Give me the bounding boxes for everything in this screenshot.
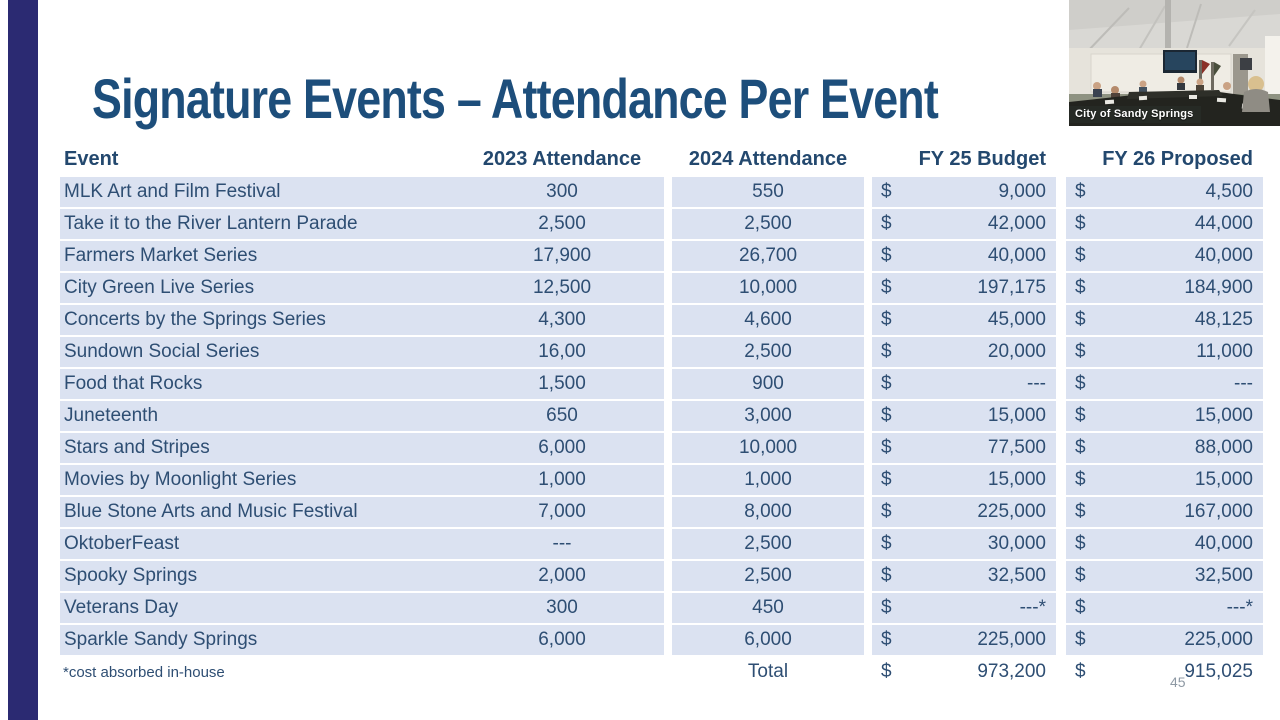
- currency-symbol: $: [881, 469, 892, 490]
- table-row: [60, 465, 1263, 495]
- currency-symbol: $: [881, 661, 892, 682]
- column-gutter: [864, 209, 872, 239]
- attendance-2024-cell: 10,000: [672, 433, 864, 463]
- table-body: [60, 177, 1263, 655]
- attendance-2023-cell: 16,00: [460, 337, 664, 367]
- currency-symbol: $: [881, 245, 892, 266]
- fy26-proposed-value: 15,000: [1194, 469, 1253, 490]
- slide-page-number: 45: [1170, 674, 1186, 690]
- table-row: [60, 241, 1263, 271]
- currency-symbol: $: [1075, 533, 1086, 554]
- column-gutter: [664, 369, 672, 399]
- total-label: Total: [747, 661, 789, 682]
- column-gutter: [1056, 305, 1066, 335]
- currency-symbol: $: [881, 373, 892, 394]
- attendance-2024-cell: 2,500: [672, 337, 864, 367]
- event-name-cell: OktoberFeast: [60, 529, 460, 559]
- currency-symbol: $: [881, 341, 892, 362]
- table-header-row: [60, 143, 1263, 175]
- fy25-budget-cell: [872, 337, 1056, 367]
- attendance-2023-cell: 6,000: [460, 625, 664, 655]
- column-gutter: [864, 337, 872, 367]
- attendance-2024-cell: 4,600: [672, 305, 864, 335]
- fy26-proposed-value: 44,000: [1194, 213, 1253, 234]
- currency-symbol: $: [881, 405, 892, 426]
- event-name-cell: Stars and Stripes: [60, 433, 460, 463]
- currency-symbol: $: [1075, 181, 1086, 202]
- column-gutter: [1056, 369, 1066, 399]
- currency-symbol: $: [881, 277, 892, 298]
- fy26-proposed-cell: [1066, 401, 1263, 431]
- attendance-2023-cell: 300: [460, 177, 664, 207]
- table-row: [60, 529, 1263, 559]
- fy25-budget-value: 30,000: [987, 533, 1046, 554]
- column-gutter: [864, 465, 872, 495]
- attendance-2023-cell: 2,000: [460, 561, 664, 591]
- events-budget-table: [60, 143, 1263, 689]
- attendance-2023-cell: ---: [460, 529, 664, 559]
- fy25-budget-cell: [872, 465, 1056, 495]
- attendance-2023-cell: 6,000: [460, 433, 664, 463]
- attendance-2023-cell: 12,500: [460, 273, 664, 303]
- fy26-proposed-value: 32,500: [1194, 565, 1253, 586]
- fy26-proposed-cell: [1066, 433, 1263, 463]
- column-gutter: [1056, 593, 1066, 623]
- fy25-budget-value: 45,000: [987, 309, 1046, 330]
- fy26-proposed-cell: [1066, 177, 1263, 207]
- column-gutter: [664, 273, 672, 303]
- currency-symbol: $: [881, 533, 892, 554]
- currency-symbol: $: [1075, 597, 1086, 618]
- fy26-proposed-value: 40,000: [1194, 245, 1253, 266]
- event-name-cell: Food that Rocks: [60, 369, 460, 399]
- attendance-2023-cell: 1,000: [460, 465, 664, 495]
- column-gutter: [864, 657, 872, 687]
- fy26-proposed-value: 184,900: [1184, 277, 1253, 298]
- attendance-2024-cell: 26,700: [672, 241, 864, 271]
- currency-symbol: $: [881, 181, 892, 202]
- fy25-budget-value: 225,000: [977, 629, 1046, 650]
- column-gutter: [1056, 177, 1066, 207]
- fy26-proposed-value: 88,000: [1194, 437, 1253, 458]
- attendance-2023-cell: 650: [460, 401, 664, 431]
- event-name-cell: Movies by Moonlight Series: [60, 465, 460, 495]
- currency-symbol: $: [881, 629, 892, 650]
- table-row: [60, 305, 1263, 335]
- currency-symbol: $: [1075, 405, 1086, 426]
- column-gutter: [664, 657, 672, 687]
- table-total-row: [60, 657, 1263, 687]
- event-name-cell: Sparkle Sandy Springs: [60, 625, 460, 655]
- column-gutter: [864, 401, 872, 431]
- currency-symbol: $: [1075, 245, 1086, 266]
- column-gutter: [664, 561, 672, 591]
- attendance-2024-cell: 550: [672, 177, 864, 207]
- attendance-2024-cell: 8,000: [672, 497, 864, 527]
- column-gutter: [864, 273, 872, 303]
- footnote: *cost absorbed in-house: [63, 663, 225, 681]
- column-gutter: [1056, 273, 1066, 303]
- column-gutter: [664, 625, 672, 655]
- fy25-budget-cell: [872, 529, 1056, 559]
- slide-accent-bar: [8, 0, 38, 720]
- column-gutter: [1056, 465, 1066, 495]
- event-name-cell: Veterans Day: [60, 593, 460, 623]
- column-gutter: [864, 305, 872, 335]
- column-gutter: [664, 337, 672, 367]
- fy25-budget-value: 32,500: [987, 565, 1046, 586]
- attendance-2024-cell: 3,000: [672, 401, 864, 431]
- column-gutter: [864, 177, 872, 207]
- column-header-event: Event: [64, 147, 119, 170]
- table-row: [60, 625, 1263, 655]
- column-gutter: [864, 369, 872, 399]
- spacer: [460, 657, 664, 687]
- fy26-proposed-value: 40,000: [1194, 533, 1253, 554]
- currency-symbol: $: [881, 597, 892, 618]
- column-header-2024-attendance: 2024 Attendance: [688, 147, 848, 170]
- column-gutter: [664, 241, 672, 271]
- column-gutter: [864, 433, 872, 463]
- event-name-cell: Blue Stone Arts and Music Festival: [60, 497, 460, 527]
- column-gutter: [664, 305, 672, 335]
- event-name-cell: Take it to the River Lantern Parade: [60, 209, 460, 239]
- currency-symbol: $: [1075, 213, 1086, 234]
- column-gutter: [1056, 401, 1066, 431]
- total-fy26-value: 915,025: [1184, 661, 1253, 682]
- fy26-proposed-value: 4,500: [1205, 181, 1253, 202]
- currency-symbol: $: [881, 213, 892, 234]
- column-gutter: [664, 209, 672, 239]
- currency-symbol: $: [1075, 309, 1086, 330]
- currency-symbol: $: [1075, 469, 1086, 490]
- table-row: [60, 561, 1263, 591]
- fy26-proposed-cell: [1066, 209, 1263, 239]
- council-meeting-video-thumbnail: [1069, 0, 1280, 126]
- fy26-proposed-value: 167,000: [1184, 501, 1253, 522]
- currency-symbol: $: [881, 309, 892, 330]
- attendance-2024-cell: 10,000: [672, 273, 864, 303]
- page-title: Signature Events – Attendance Per Event: [92, 67, 938, 130]
- fy25-budget-value: ---*: [1019, 597, 1046, 618]
- attendance-2023-cell: 300: [460, 593, 664, 623]
- currency-symbol: $: [1075, 277, 1086, 298]
- fy26-proposed-value: ---: [1234, 373, 1253, 394]
- attendance-2024-cell: 2,500: [672, 561, 864, 591]
- fy26-proposed-cell: [1066, 369, 1263, 399]
- column-gutter: [864, 529, 872, 559]
- table-row: [60, 401, 1263, 431]
- attendance-2024-cell: 1,000: [672, 465, 864, 495]
- currency-symbol: $: [1075, 501, 1086, 522]
- column-gutter: [1056, 497, 1066, 527]
- attendance-2024-cell: 900: [672, 369, 864, 399]
- table-row: [60, 369, 1263, 399]
- fy25-budget-cell: [872, 209, 1056, 239]
- fy26-proposed-cell: [1066, 337, 1263, 367]
- attendance-2023-cell: 1,500: [460, 369, 664, 399]
- fy25-budget-cell: [872, 369, 1056, 399]
- fy25-budget-value: ---: [1027, 373, 1046, 394]
- table-row: [60, 497, 1263, 527]
- currency-symbol: $: [1075, 661, 1086, 682]
- fy26-proposed-cell: [1066, 273, 1263, 303]
- fy25-budget-value: 225,000: [977, 501, 1046, 522]
- attendance-2023-cell: 7,000: [460, 497, 664, 527]
- table-row: [60, 209, 1263, 239]
- column-gutter: [1056, 337, 1066, 367]
- event-name-cell: Juneteenth: [60, 401, 460, 431]
- fy25-budget-value: 20,000: [987, 341, 1046, 362]
- fy25-budget-value: 15,000: [987, 469, 1046, 490]
- currency-symbol: $: [1075, 437, 1086, 458]
- fy25-budget-cell: [872, 401, 1056, 431]
- total-fy26-cell: [1066, 657, 1263, 687]
- currency-symbol: $: [1075, 629, 1086, 650]
- fy25-budget-cell: [872, 497, 1056, 527]
- column-gutter: [864, 143, 872, 175]
- attendance-2024-cell: 2,500: [672, 529, 864, 559]
- fy26-proposed-value: 11,000: [1196, 341, 1253, 362]
- fy25-budget-cell: [872, 561, 1056, 591]
- column-gutter: [864, 561, 872, 591]
- event-name-cell: Concerts by the Springs Series: [60, 305, 460, 335]
- table-row: [60, 433, 1263, 463]
- fy26-proposed-cell: [1066, 593, 1263, 623]
- fy25-budget-value: 9,000: [998, 181, 1046, 202]
- fy25-budget-value: 15,000: [987, 405, 1046, 426]
- fy25-budget-cell: [872, 273, 1056, 303]
- fy25-budget-value: 42,000: [987, 213, 1046, 234]
- total-fy25-cell: [872, 657, 1056, 687]
- column-gutter: [1056, 625, 1066, 655]
- fy26-proposed-cell: [1066, 561, 1263, 591]
- fy25-budget-cell: [872, 625, 1056, 655]
- column-gutter: [1056, 657, 1066, 687]
- attendance-2024-cell: 2,500: [672, 209, 864, 239]
- currency-symbol: $: [1075, 565, 1086, 586]
- attendance-2024-cell: 6,000: [672, 625, 864, 655]
- column-gutter: [1056, 209, 1066, 239]
- fy26-proposed-value: 225,000: [1184, 629, 1253, 650]
- column-header-fy26-proposed: FY 26 Proposed: [1102, 147, 1253, 170]
- table-row: [60, 177, 1263, 207]
- event-name-cell: City Green Live Series: [60, 273, 460, 303]
- column-gutter: [664, 529, 672, 559]
- fy25-budget-cell: [872, 241, 1056, 271]
- fy26-proposed-cell: [1066, 529, 1263, 559]
- column-gutter: [864, 497, 872, 527]
- column-gutter: [1056, 241, 1066, 271]
- column-gutter: [664, 497, 672, 527]
- attendance-2023-cell: 17,900: [460, 241, 664, 271]
- column-header-2023-attendance: 2023 Attendance: [482, 147, 642, 170]
- fy26-proposed-cell: [1066, 497, 1263, 527]
- column-gutter: [1056, 433, 1066, 463]
- event-name-cell: Sundown Social Series: [60, 337, 460, 367]
- currency-symbol: $: [1075, 373, 1086, 394]
- currency-symbol: $: [881, 437, 892, 458]
- attendance-2023-cell: 4,300: [460, 305, 664, 335]
- event-name-cell: Spooky Springs: [60, 561, 460, 591]
- column-gutter: [864, 625, 872, 655]
- currency-symbol: $: [881, 565, 892, 586]
- fy25-budget-cell: [872, 593, 1056, 623]
- column-gutter: [1056, 529, 1066, 559]
- fy26-proposed-cell: [1066, 625, 1263, 655]
- fy25-budget-cell: [872, 305, 1056, 335]
- column-gutter: [664, 401, 672, 431]
- column-gutter: [664, 143, 672, 175]
- fy26-proposed-cell: [1066, 241, 1263, 271]
- video-caption: City of Sandy Springs: [1069, 106, 1201, 123]
- event-name-cell: Farmers Market Series: [60, 241, 460, 271]
- fy26-proposed-value: ---*: [1226, 597, 1253, 618]
- fy25-budget-cell: [872, 433, 1056, 463]
- attendance-2023-cell: 2,500: [460, 209, 664, 239]
- currency-symbol: $: [881, 501, 892, 522]
- table-row: [60, 593, 1263, 623]
- fy25-budget-value: 77,500: [987, 437, 1046, 458]
- column-gutter: [1056, 143, 1066, 175]
- event-name-cell: MLK Art and Film Festival: [60, 177, 460, 207]
- attendance-2024-cell: 450: [672, 593, 864, 623]
- fy25-budget-cell: [872, 177, 1056, 207]
- fy26-proposed-cell: [1066, 305, 1263, 335]
- column-gutter: [664, 465, 672, 495]
- column-gutter: [664, 433, 672, 463]
- column-header-fy25-budget: FY 25 Budget: [918, 147, 1046, 170]
- column-gutter: [664, 593, 672, 623]
- column-gutter: [864, 593, 872, 623]
- table-row: [60, 337, 1263, 367]
- fy26-proposed-value: 15,000: [1194, 405, 1253, 426]
- column-gutter: [864, 241, 872, 271]
- table-row: [60, 273, 1263, 303]
- column-gutter: [1056, 561, 1066, 591]
- fy25-budget-value: 40,000: [987, 245, 1046, 266]
- fy25-budget-value: 197,175: [977, 277, 1046, 298]
- currency-symbol: $: [1075, 341, 1086, 362]
- fy26-proposed-cell: [1066, 465, 1263, 495]
- fy26-proposed-value: 48,125: [1194, 309, 1253, 330]
- column-gutter: [664, 177, 672, 207]
- total-fy25-value: 973,200: [977, 661, 1046, 682]
